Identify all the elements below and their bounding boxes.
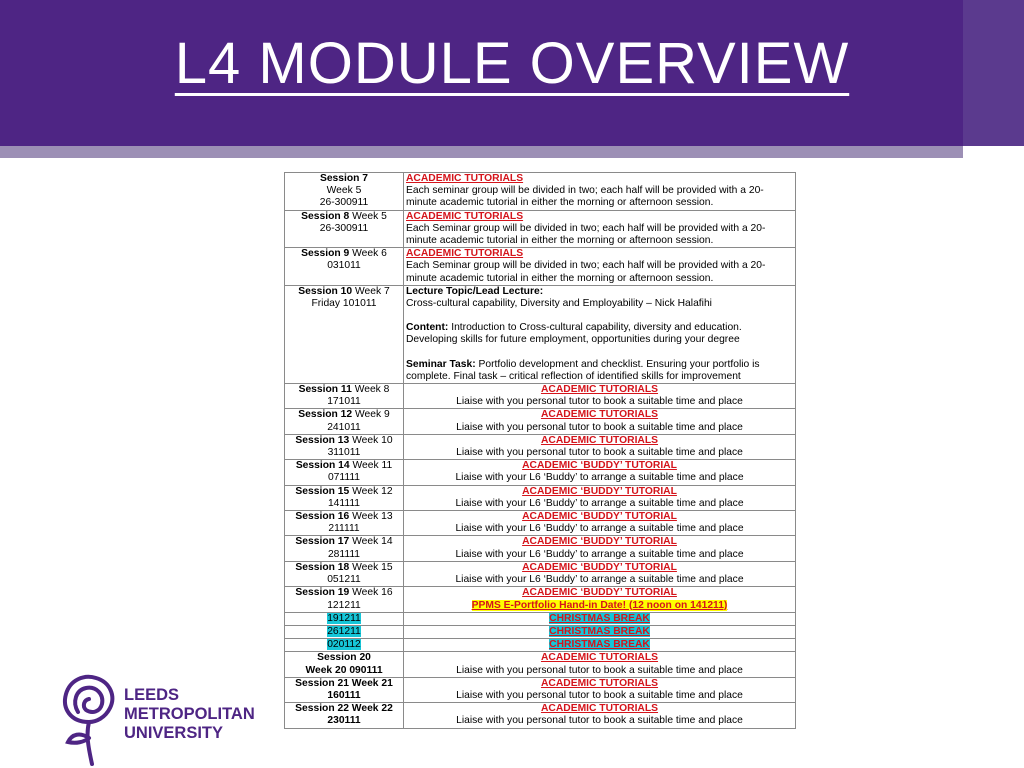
session-cell: [285, 652, 404, 677]
week-label: Week 9: [354, 409, 390, 421]
tutorial-text: Liaise with you personal tutor to book a suitable time and place: [456, 715, 743, 727]
session-label: Session 12: [298, 409, 353, 421]
details-cell: [404, 409, 796, 434]
table-row: [285, 612, 796, 625]
session-cell: [285, 587, 404, 612]
details-cell: [404, 561, 796, 586]
date-label: 031011: [327, 260, 361, 272]
break-title: CHRISTMAS BREAK: [549, 612, 650, 624]
tutorial-title: ACADEMIC ‘BUDDY’ TUTORIAL: [522, 511, 677, 523]
details-cell: [404, 639, 796, 652]
details-cell: [404, 173, 796, 211]
date-label: 121211: [327, 599, 361, 611]
details-cell: [404, 677, 796, 702]
date-label: Friday 101011: [311, 298, 377, 310]
session-cell: [285, 460, 404, 485]
week-label: Week 15: [352, 561, 393, 573]
session-cell: [285, 612, 404, 625]
details-cell: [404, 625, 796, 638]
tutorial-title: ACADEMIC TUTORIALS: [540, 409, 659, 421]
session-cell: [285, 703, 404, 728]
table-row: [285, 460, 796, 485]
table-row: [285, 409, 796, 434]
session-cell: [285, 434, 404, 459]
session-label: Session 18: [295, 561, 350, 573]
session-cell: [285, 285, 404, 383]
details-cell: [404, 703, 796, 728]
session-cell: [285, 248, 404, 286]
table-row: [285, 639, 796, 652]
seminar-task-text: Portfolio development and checklist. Ensuring your portfolio is complete. Final task – critical reflection of identified skills for improvement: [406, 358, 760, 382]
week-label: Week 10: [352, 434, 393, 446]
table-row: [285, 434, 796, 459]
date-label: 051211: [327, 574, 361, 586]
session-cell: [285, 210, 404, 248]
lecture-text: Cross-cultural capability, Diversity and Employability – Nick Halafihi: [406, 298, 712, 310]
tutorial-title: ACADEMIC TUTORIALS: [540, 703, 659, 715]
tutorial-text: Each Seminar group will be divided in two; each half will be provided with a 20-minute academic tutorial in either the morning or afternoon session.: [406, 222, 766, 247]
tutorial-text: Each seminar group will be divided in two; each half will be provided with a 20-minute academic tutorial in either the morning or afternoon session.: [406, 185, 764, 209]
date-label: 211111: [328, 523, 360, 535]
details-cell: [404, 460, 796, 485]
date-label: 281111: [327, 548, 361, 560]
week-label: 160111: [327, 689, 361, 701]
week-label: Week 11: [352, 460, 393, 472]
session-label: Session 8: [301, 210, 350, 222]
table-row: [285, 511, 796, 536]
page-title-text: L4 MODULE OVERVIEW: [174, 31, 850, 96]
tutorial-title: ACADEMIC TUTORIALS: [406, 248, 524, 260]
week-label: Week 14: [352, 536, 393, 548]
details-cell: [404, 384, 796, 409]
university-logo-text: [124, 686, 255, 743]
week-label: Week 12: [352, 485, 393, 497]
break-title: CHRISTMAS BREAK: [549, 639, 650, 651]
table-row: [285, 703, 796, 728]
table-row: [285, 536, 796, 561]
date-label: 261211: [327, 625, 361, 637]
details-cell: [404, 511, 796, 536]
session-label: Session 10: [298, 285, 353, 297]
session-label: Session 20: [317, 652, 371, 664]
tutorial-title: ACADEMIC TUTORIALS: [540, 652, 659, 664]
session-cell: [285, 536, 404, 561]
break-title: CHRISTMAS BREAK: [549, 625, 650, 637]
session-cell: [285, 173, 404, 211]
tutorial-text: Liaise with you personal tutor to book a suitable time and place: [456, 689, 743, 701]
table-row: [285, 652, 796, 677]
table-row: [285, 248, 796, 286]
details-cell: [404, 210, 796, 248]
lecture-label: Lecture Topic/Lead Lecture:: [406, 285, 544, 297]
session-cell: [285, 511, 404, 536]
session-cell: [285, 485, 404, 510]
week-label: Week 20 090111: [305, 664, 383, 676]
deadline-note: PPMS E-Portfolio Hand-in Date! (12 noon on 141211): [471, 599, 728, 611]
details-cell: [404, 612, 796, 625]
session-label: Session 14: [295, 460, 350, 472]
tutorial-text: Liaise with you personal tutor to book a suitable time and place: [456, 421, 743, 433]
tutorial-text: Liaise with your L6 ‘Buddy’ to arrange a suitable time and place: [455, 472, 744, 484]
date-label: 26-300911: [319, 222, 369, 234]
content-label: Content:: [406, 322, 449, 334]
rose-logo-icon: [58, 672, 120, 768]
tutorial-title: ACADEMIC TUTORIALS: [406, 210, 524, 222]
details-cell: [404, 248, 796, 286]
date-label: 311011: [327, 447, 361, 459]
tutorial-title: ACADEMIC TUTORIALS: [540, 384, 659, 396]
table-row: [285, 677, 796, 702]
week-label: 230111: [327, 715, 361, 727]
session-label: Session 11: [298, 384, 352, 396]
tutorial-text: Liaise with your L6 ‘Buddy’ to arrange a suitable time and place: [455, 497, 744, 509]
session-label: Session 9: [301, 248, 350, 260]
page-title: [0, 30, 1024, 97]
session-cell: [285, 384, 404, 409]
table-row: [285, 561, 796, 586]
week-label: Week 5: [326, 185, 362, 197]
tutorial-text: Liaise with your L6 ‘Buddy’ to arrange a suitable time and place: [455, 548, 744, 560]
tutorial-title: ACADEMIC TUTORIALS: [540, 434, 659, 446]
week-label: Week 13: [352, 511, 393, 523]
table-row: [285, 384, 796, 409]
date-label: 071111: [327, 472, 361, 484]
session-label: Session 13: [295, 434, 350, 446]
date-label: 191211: [327, 612, 361, 624]
details-cell: [404, 485, 796, 510]
date-label: 241011: [327, 421, 361, 433]
table-row: [285, 485, 796, 510]
details-cell: [404, 587, 796, 612]
table-row: [285, 285, 796, 383]
date-label: 020112: [327, 639, 361, 651]
seminar-task-label: Seminar Task:: [406, 358, 476, 370]
tutorial-text: Liaise with your L6 ‘Buddy’ to arrange a suitable time and place: [455, 574, 744, 586]
date-label: 141111: [327, 497, 361, 509]
week-label: Week 7: [354, 285, 390, 297]
details-cell: [404, 434, 796, 459]
session-label: Session 17: [295, 536, 350, 548]
date-label: 171011: [327, 396, 361, 408]
tutorial-title: ACADEMIC ‘BUDDY’ TUTORIAL: [522, 587, 677, 599]
content-text: Introduction to Cross-cultural capability, diversity and education. Developing skills for future employment, opportunities during your degree: [406, 322, 742, 346]
tutorial-title: ACADEMIC TUTORIALS: [406, 173, 524, 184]
session-cell: [285, 561, 404, 586]
details-cell: [404, 652, 796, 677]
tutorial-title: ACADEMIC TUTORIALS: [540, 677, 659, 689]
session-cell: [285, 409, 404, 434]
session-label: Session 22 Week 22: [295, 703, 393, 715]
tutorial-title: ACADEMIC ‘BUDDY’ TUTORIAL: [522, 460, 677, 472]
details-cell: [404, 285, 796, 383]
tutorial-text: Liaise with you personal tutor to book a suitable time and place: [456, 396, 743, 408]
tutorial-text: Each Seminar group will be divided in two; each half will be provided with a 20-minute academic tutorial in either the morning or afternoon session.: [406, 260, 766, 284]
week-label: Week 8: [354, 384, 390, 396]
session-label: Session 16: [295, 511, 350, 523]
session-cell: [285, 677, 404, 702]
tutorial-text: Liaise with you personal tutor to book a suitable time and place: [456, 447, 743, 459]
tutorial-title: ACADEMIC ‘BUDDY’ TUTORIAL: [522, 561, 677, 573]
tutorial-text: Liaise with your L6 ‘Buddy’ to arrange a suitable time and place: [455, 523, 744, 535]
session-cell: [285, 625, 404, 638]
tutorial-title: ACADEMIC ‘BUDDY’ TUTORIAL: [522, 485, 677, 497]
tutorial-title: ACADEMIC ‘BUDDY’ TUTORIAL: [522, 536, 677, 548]
week-label: Week 5: [352, 210, 387, 222]
table-row: [285, 173, 796, 211]
logo-line: LEEDS: [124, 686, 180, 704]
table-row: [285, 587, 796, 612]
logo-line: METROPOLITAN: [124, 705, 255, 723]
week-label: Week 6: [352, 248, 387, 260]
session-label: Session 19: [295, 587, 350, 599]
week-label: Week 16: [352, 587, 393, 599]
session-label: Session 7: [319, 173, 369, 184]
title-bar-strip: [0, 146, 963, 158]
date-label: 26-300911: [319, 197, 369, 209]
session-label: Session 21 Week 21: [295, 677, 393, 689]
logo-line: UNIVERSITY: [124, 724, 224, 742]
session-cell: [285, 639, 404, 652]
table-row: [285, 625, 796, 638]
tutorial-text: Liaise with you personal tutor to book a suitable time and place: [456, 664, 743, 676]
schedule-table: [284, 172, 796, 729]
table-row: [285, 210, 796, 248]
details-cell: [404, 536, 796, 561]
session-label: Session 15: [295, 485, 350, 497]
